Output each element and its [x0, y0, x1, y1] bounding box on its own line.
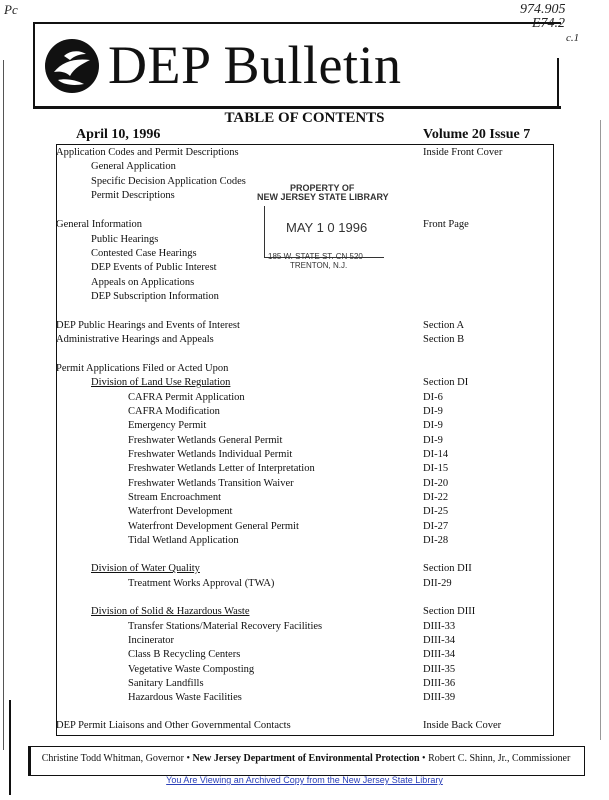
toc-entry: Contested Case Hearings	[91, 248, 197, 259]
toc-entry: DEP Subscription Information	[91, 291, 219, 302]
toc-page-ref: DI-22	[423, 492, 449, 503]
footer-governor: Christine Todd Whitman, Governor	[41, 753, 184, 764]
toc-page-ref: DI-25	[423, 506, 449, 517]
toc-entry: Sanitary Landfills	[128, 678, 204, 689]
toc-page-ref: Inside Back Cover	[423, 720, 502, 731]
toc-entry: General Information	[56, 219, 143, 230]
toc-entry: Stream Encroachment	[128, 492, 222, 503]
page-title: DEP Bulletin	[108, 35, 402, 95]
toc-entry: DEP Events of Public Interest	[91, 262, 217, 273]
toc-entry: DEP Public Hearings and Events of Interest	[56, 320, 240, 331]
toc-entry: Freshwater Wetlands Individual Permit	[128, 449, 293, 460]
toc-entry: Incinerator	[128, 635, 175, 646]
toc-page-ref: DIII-34	[423, 635, 456, 646]
library-stamp-property: PROPERTY OF	[290, 183, 355, 193]
toc-page-ref: DI-27	[423, 521, 449, 532]
call-number-line-1: 974.905	[520, 2, 566, 17]
issue-date: April 10, 1996	[76, 127, 161, 142]
dep-seal-icon	[44, 38, 100, 94]
toc-entry: CAFRA Permit Application	[128, 392, 245, 403]
toc-page-ref: DIII-33	[423, 621, 456, 632]
toc-page-ref: DIII-39	[423, 692, 456, 703]
masthead-frame-edge	[557, 58, 559, 106]
toc-page-ref: DI-20	[423, 478, 449, 489]
footer-department: New Jersey Department of Environmental Protection	[192, 753, 420, 764]
toc-page-ref: Section A	[423, 320, 465, 331]
volume-issue: Volume 20 Issue 7	[423, 127, 531, 142]
toc-entry: Hazardous Waste Facilities	[128, 692, 242, 703]
toc-page-ref: Front Page	[423, 219, 469, 230]
toc-entry: General Application	[91, 161, 176, 172]
toc-entry: Public Hearings	[91, 234, 159, 245]
toc-page-ref: Section B	[423, 334, 465, 345]
toc-page-ref: DII-29	[423, 578, 452, 589]
copy-number: c.1	[566, 32, 580, 44]
library-stamp-name: NEW JERSEY STATE LIBRARY	[257, 192, 389, 202]
toc-entry: Permit Descriptions	[91, 190, 175, 201]
toc-entry: Class B Recycling Centers	[128, 649, 241, 660]
archive-link[interactable]: You Are Viewing an Archived Copy from the New Jersey State Library	[166, 775, 443, 785]
toc-entry: Appeals on Applications	[91, 277, 195, 288]
toc-entry: Waterfront Development General Permit	[128, 521, 299, 532]
library-stamp-date: MAY 1 0 1996	[286, 220, 368, 235]
toc-entry: Application Codes and Permit Descriptions	[56, 147, 239, 158]
toc-division-heading: Division of Solid & Hazardous Waste	[91, 606, 250, 617]
toc-page-ref: DI-9	[423, 406, 443, 417]
footer-credits	[28, 753, 584, 764]
scan-margin-line	[3, 60, 4, 750]
toc-page-ref: Section DII	[423, 563, 472, 574]
toc-page-ref: DI-9	[423, 435, 443, 446]
toc-entry: CAFRA Modification	[128, 406, 220, 417]
toc-entry: Treatment Works Approval (TWA)	[128, 578, 275, 589]
toc-entry: Transfer Stations/Material Recovery Facilities	[128, 621, 323, 632]
toc-division-heading: Division of Water Quality	[91, 563, 200, 574]
toc-entry: DEP Permit Liaisons and Other Governmental Contacts	[56, 720, 291, 731]
toc-entry: Specific Decision Application Codes	[91, 176, 246, 187]
toc-entry: Freshwater Wetlands Transition Waiver	[128, 478, 294, 489]
toc-page-ref: Section DI	[423, 377, 469, 388]
toc-page-ref: DIII-35	[423, 664, 456, 675]
toc-entry: Permit Applications Filed or Acted Upon	[56, 363, 229, 374]
toc-page-ref: DI-14	[423, 449, 449, 460]
toc-entry: Emergency Permit	[128, 420, 207, 431]
toc-heading: TABLE OF CONTENTS	[224, 110, 385, 126]
toc-page-ref: DI-9	[423, 420, 443, 431]
footer-commissioner: Robert C. Shinn, Jr., Commissioner	[428, 753, 571, 764]
toc-page-ref: DI-6	[423, 392, 443, 403]
toc-entry: Administrative Hearings and Appeals	[56, 334, 214, 345]
toc-page-ref: DIII-34	[423, 649, 456, 660]
corner-mark: Pc	[4, 2, 18, 17]
toc-entry: Freshwater Wetlands Letter of Interpretation	[128, 463, 315, 474]
toc-entry: Waterfront Development	[128, 506, 233, 517]
toc-entry: Tidal Wetland Application	[128, 535, 239, 546]
toc-page-ref: DI-15	[423, 463, 449, 474]
toc-page-ref: Inside Front Cover	[423, 147, 503, 158]
toc-division-heading: Division of Land Use Regulation	[91, 377, 231, 388]
toc-page-ref: DI-28	[423, 535, 449, 546]
footer-separator: •	[186, 753, 190, 764]
toc-entry: Freshwater Wetlands General Permit	[128, 435, 283, 446]
library-stamp-city: TRENTON, N.J.	[290, 261, 348, 270]
call-number-line-2: E74.2	[532, 16, 566, 31]
scan-margin-line	[600, 120, 601, 740]
library-stamp-address: 185 W. STATE ST. CN 520	[268, 252, 363, 261]
toc-page-ref: DIII-36	[423, 678, 456, 689]
toc-entry: Vegetative Waste Composting	[128, 664, 255, 675]
toc-page-ref: Section DIII	[423, 606, 476, 617]
footer-separator: •	[422, 753, 426, 764]
